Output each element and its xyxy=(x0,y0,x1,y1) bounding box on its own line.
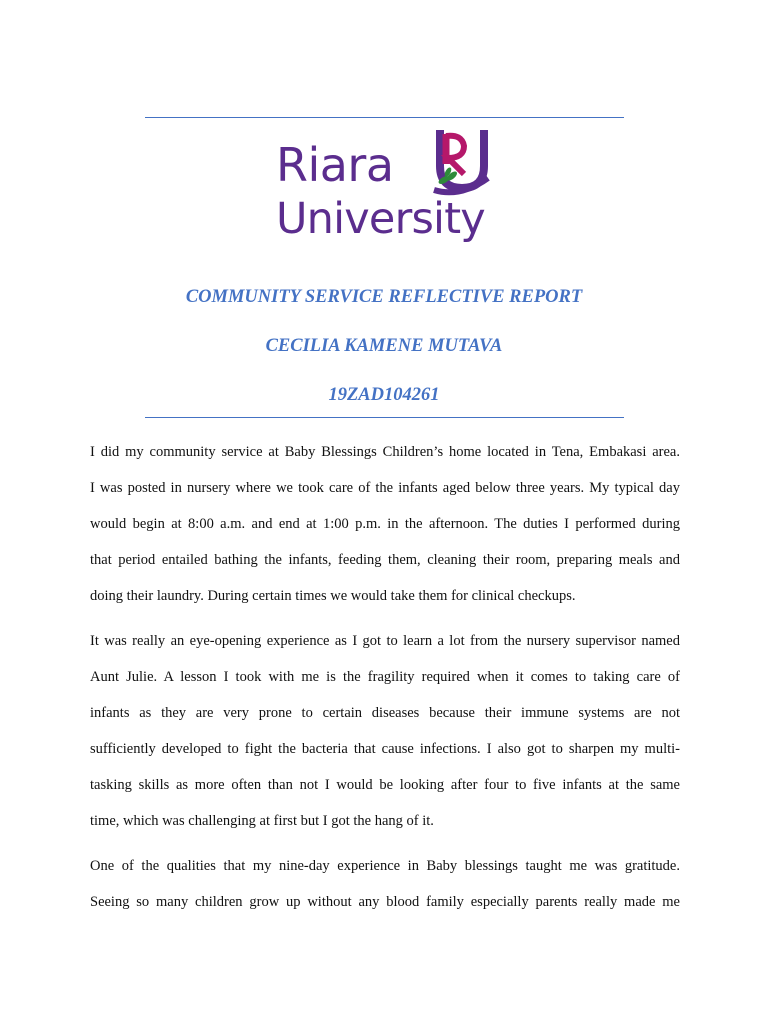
paragraph-gratitude xyxy=(90,848,680,920)
logo-wordmark-riara: Riara xyxy=(276,138,394,192)
university-logo xyxy=(276,128,496,250)
student-id: 19ZAD104261 xyxy=(328,385,440,405)
text-line: infants as they are very prone to certain diseases because their immune systems are not xyxy=(90,705,680,721)
text-line: time, which was challenging at first but I got the hang of it. xyxy=(90,813,434,829)
crest-icon xyxy=(426,128,492,196)
text-line: Aunt Julie. A lesson I took with me is the fragility required when it comes to taking care of xyxy=(90,669,680,685)
report-title: COMMUNITY SERVICE REFLECTIVE REPORT xyxy=(185,287,583,307)
text-line: tasking skills as more often than not I would be looking after four to five infants at the same xyxy=(90,777,680,793)
text-line: doing their laundry. During certain times we would take them for clinical checkups. xyxy=(90,588,576,604)
bottom-divider xyxy=(145,417,624,418)
text-line: would begin at 8:00 a.m. and end at 1:00 p.m. in the afternoon. The duties I performed during xyxy=(90,516,680,532)
text-line: One of the qualities that my nine-day experience in Baby blessings taught me was gratitude. xyxy=(90,858,680,874)
text-line: I did my community service at Baby Blessings Children’s home located in Tena, Embakasi area. xyxy=(90,444,680,460)
text-line: It was really an eye-opening experience as I got to learn a lot from the nursery supervisor named xyxy=(90,633,680,649)
text-line: I was posted in nursery where we took care of the infants aged below three years. My typical day xyxy=(90,480,680,496)
logo-wordmark-university: University xyxy=(276,194,485,244)
paragraph-community-service xyxy=(90,434,680,614)
paragraph-experience xyxy=(90,623,680,839)
text-line: Seeing so many children grow up without any blood family especially parents really made me xyxy=(90,894,680,910)
text-line: that period entailed bathing the infants, feeding them, cleaning their room, preparing meals and xyxy=(90,552,680,568)
text-line: sufficiently developed to fight the bacteria that cause infections. I also got to sharpen my multi- xyxy=(90,741,680,757)
author-name: CECILIA KAMENE MUTAVA xyxy=(265,336,503,356)
top-divider xyxy=(145,117,624,118)
